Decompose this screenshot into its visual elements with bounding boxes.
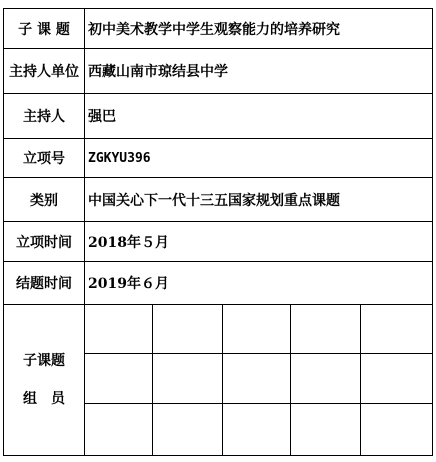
label-members-line2: 组 员 [23,391,65,407]
value-start-date: 2018年５月 [85,222,433,262]
label-members-line1: 子课题 [23,353,65,369]
member-cell [361,354,433,404]
value-host-unit: 西藏山南市琼结县中学 [85,49,433,94]
value-subproject: 初中美术教学中学生观察能力的培养研究 [85,9,433,49]
value-host: 强巴 [85,94,433,139]
member-cell [153,305,223,354]
member-cell [361,404,433,456]
value-end-date: 2019年６月 [85,262,433,305]
label-members [4,305,85,456]
row-host-unit [4,49,433,94]
row-project-number [4,139,433,178]
member-cell [291,404,361,456]
member-cell [223,354,291,404]
row-members-1 [4,305,433,354]
row-host [4,94,433,139]
member-cell [361,305,433,354]
label-start-date: 立项时间 [4,222,85,262]
row-start-date [4,222,433,262]
member-cell [153,404,223,456]
label-end-date: 结题时间 [4,262,85,305]
row-subproject [4,9,433,49]
label-host-unit: 主持人单位 [4,49,85,94]
label-project-number: 立项号 [4,139,85,178]
label-category: 类别 [4,178,85,222]
row-category [4,178,433,222]
member-cell [85,354,153,404]
project-info-table [3,8,433,456]
label-host: 主持人 [4,94,85,139]
member-cell [85,305,153,354]
value-category: 中国关心下一代十三五国家规划重点课题 [85,178,433,222]
row-end-date [4,262,433,305]
member-cell [223,404,291,456]
member-cell [291,354,361,404]
member-cell [153,354,223,404]
member-cell [223,305,291,354]
label-subproject: 子 课 题 [4,9,85,49]
member-cell [85,404,153,456]
member-cell [291,305,361,354]
value-project-number: ZGKYU396 [85,139,433,178]
